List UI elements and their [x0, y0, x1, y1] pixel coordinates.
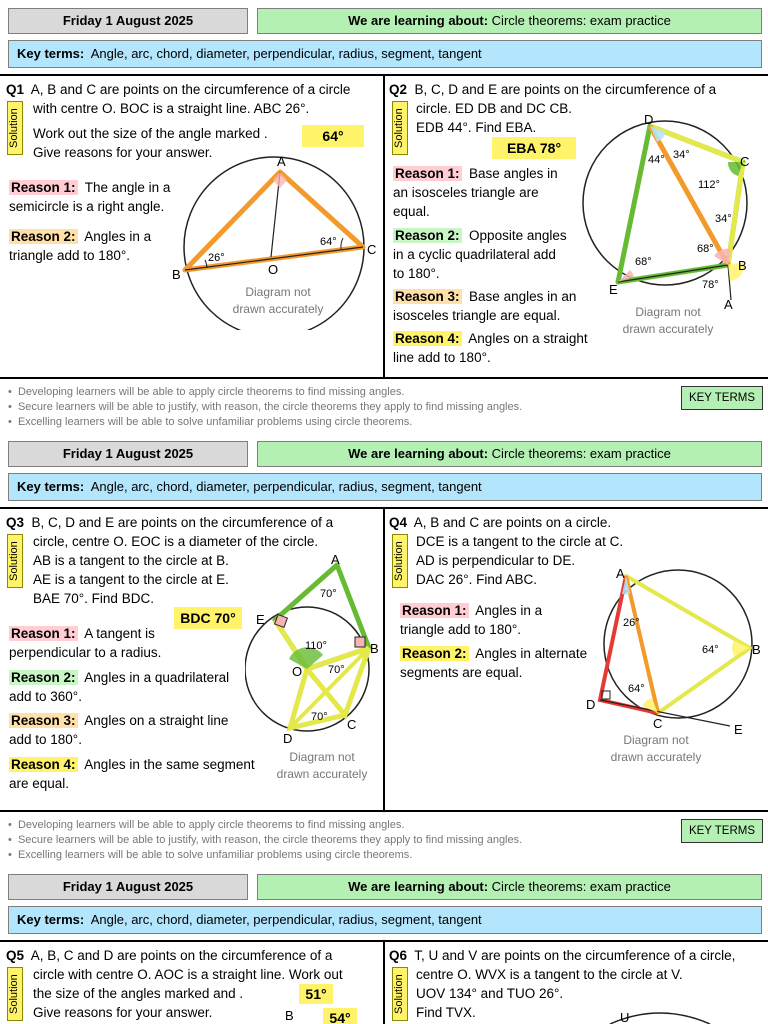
- svg-text:E: E: [256, 612, 265, 627]
- divider: [0, 377, 768, 379]
- svg-text:26°: 26°: [623, 617, 640, 629]
- key-terms-bar: Key terms: Angle, arc, chord, diameter, perpendicular, radius, segment, tangent: [8, 473, 762, 501]
- learning-outcomes: • Developing learners will be able to apply circle theorems to find missing angles. • Secure learners will be able to justify, with reason, the circle theorems they apply to find missing angles. • Excelling learners will be able to solve unfamiliar problems using circle theorems.: [8, 386, 523, 428]
- q2-answer: EBA 78°: [492, 137, 576, 159]
- svg-text:A: A: [331, 552, 340, 567]
- learning-label: We are learning about:: [348, 13, 489, 28]
- q5-diagram-label-b: B: [285, 1008, 294, 1023]
- svg-text:44°: 44°: [648, 154, 665, 166]
- date-label: Friday 1 August 2025: [8, 874, 248, 900]
- svg-text:B: B: [752, 642, 761, 657]
- learning-objective: We are learning about: Circle theorems: exam practice: [257, 441, 762, 467]
- svg-text:34°: 34°: [715, 213, 732, 225]
- q1-number: Q1: [6, 82, 25, 97]
- svg-text:64°: 64°: [702, 644, 719, 656]
- svg-text:68°: 68°: [635, 256, 652, 268]
- svg-text:70°: 70°: [328, 664, 345, 676]
- svg-text:B: B: [738, 258, 747, 273]
- q5-number: Q5: [6, 948, 25, 963]
- q6-text: Q6 T, U and V are points on the circumference of a circle, centre O. WVX is a tangent to the circle at V. UOV 134° and TUO 26°. Find TVX.: [389, 948, 736, 1020]
- learning-outcomes: • Developing learners will be able to apply circle theorems to find missing angles. • Secure learners will be able to justify, with reason, the circle theorems they apply to find missing angles. • Excelling learners will be able to solve unfamiliar problems using circle theorems.: [8, 819, 523, 861]
- q3-reason-3: Reason 3: Angles on a straight line add to 180°.: [9, 713, 229, 747]
- q6-diagram: [600, 1006, 720, 1024]
- svg-text:E: E: [609, 282, 618, 297]
- svg-text:D: D: [283, 731, 293, 745]
- svg-text:D: D: [586, 697, 596, 712]
- q2-reason-2: Reason 2: Opposite angles in a cyclic quadrilateral add to 180°.: [393, 228, 567, 281]
- q4-diagram-note: Diagram not drawn accurately: [610, 733, 702, 764]
- q2-diagram-note: Diagram not drawn accurately: [622, 305, 714, 336]
- q2-reason-1: Reason 1: Base angles in an isosceles triangle are equal.: [393, 166, 558, 219]
- key-terms-label: Key terms:: [17, 46, 85, 61]
- svg-text:64°: 64°: [320, 236, 337, 248]
- q4-reason-1: Reason 1: Angles in a triangle add to 180°.: [400, 603, 543, 637]
- svg-text:70°: 70°: [311, 711, 328, 723]
- q1-diagram-note: Diagram not drawn accurately: [232, 285, 324, 316]
- date-label: Friday 1 August 2025: [8, 8, 248, 34]
- key-terms-list: Angle, arc, chord, diameter, perpendicular, radius, segment, tangent: [90, 46, 482, 61]
- svg-text:70°: 70°: [320, 588, 337, 600]
- q3-answer: BDC 70°: [174, 607, 242, 629]
- q3-diagram: [245, 545, 383, 745]
- q3-text: Q3 B, C, D and E are points on the circumference of a circle, centre O. EOC is a diameter of the circle. AB is a tangent to the circle at B. AE is a tangent to the circle at E. BAE 70°. Find BDC.: [6, 515, 334, 606]
- q4-number: Q4: [389, 515, 408, 530]
- svg-text:A: A: [616, 566, 625, 581]
- learning-objective: [257, 8, 762, 34]
- svg-text:C: C: [653, 716, 663, 731]
- svg-text:D: D: [644, 112, 654, 127]
- learning-topic: Circle theorems: exam practice: [491, 13, 671, 28]
- q1-answer: 64°: [302, 125, 364, 147]
- svg-text:78°: 78°: [702, 279, 719, 291]
- q6-solution-button[interactable]: Solution: [392, 967, 408, 1021]
- svg-text:O: O: [268, 262, 279, 277]
- q4-diagram: [582, 560, 766, 738]
- q1-reason-1: Reason 1: The angle in a semicircle is a right angle.: [9, 180, 171, 214]
- q2-number: Q2: [389, 82, 408, 97]
- q5-text: Q5 A, B, C and D are points on the circumference of a circle with centre O. AOC is a straight line. Work out the size of the angles marked and . Give reasons for your answer.: [6, 948, 343, 1020]
- svg-text:A: A: [724, 297, 733, 312]
- svg-text:B: B: [370, 641, 379, 656]
- q3-reason-4: Reason 4: Angles in the same segment are equal.: [9, 757, 255, 791]
- divider: [383, 76, 385, 378]
- q5-solution-button[interactable]: Solution: [7, 967, 23, 1021]
- svg-text:64°: 64°: [628, 683, 645, 695]
- svg-text:O: O: [292, 664, 303, 679]
- q3-number: Q3: [6, 515, 25, 530]
- key-terms-bar: [8, 40, 762, 68]
- q2-solution-button[interactable]: Solution: [392, 101, 408, 155]
- divider: [0, 810, 768, 812]
- q3-solution-button[interactable]: Solution: [7, 534, 23, 588]
- svg-text:68°: 68°: [697, 243, 714, 255]
- q3-diagram-note: Diagram not drawn accurately: [276, 750, 368, 781]
- q4-solution-button[interactable]: Solution: [392, 534, 408, 588]
- key-terms-button[interactable]: KEY TERMS: [681, 819, 763, 843]
- key-terms-bar: Key terms: Angle, arc, chord, diameter, perpendicular, radius, segment, tangent: [8, 906, 762, 934]
- svg-text:A: A: [277, 154, 286, 169]
- q5-answer-2: 54°: [323, 1008, 357, 1024]
- date-label: Friday 1 August 2025: [8, 441, 248, 467]
- q2-text: Q2 B, C, D and E are points on the circumference of a circle. ED DB and DC CB. EDB 44°. Find EBA.: [389, 82, 717, 135]
- learning-objective: We are learning about: Circle theorems: exam practice: [257, 874, 762, 900]
- svg-text:110°: 110°: [305, 640, 327, 652]
- svg-text:C: C: [740, 154, 750, 169]
- svg-text:U: U: [620, 1010, 630, 1024]
- divider: [383, 942, 385, 1024]
- svg-text:26°: 26°: [208, 252, 225, 264]
- q1-reason-2: Reason 2: Angles in a triangle add to 180°.: [9, 229, 152, 263]
- svg-text:C: C: [367, 242, 377, 257]
- q3-reason-1: Reason 1: A tangent is perpendicular to a radius.: [9, 626, 162, 660]
- svg-text:112°: 112°: [698, 179, 720, 191]
- q1-solution-button[interactable]: Solution: [7, 101, 23, 155]
- svg-text:C: C: [347, 717, 357, 732]
- q2-diagram: [578, 110, 766, 315]
- svg-text:B: B: [172, 267, 181, 282]
- key-terms-button[interactable]: KEY TERMS: [681, 386, 763, 410]
- q4-reason-2: Reason 2: Angles in alternate segments are equal.: [400, 646, 588, 680]
- q6-number: Q6: [389, 948, 408, 963]
- q5-answer-1: 51°: [299, 984, 333, 1004]
- q4-text: Q4 A, B and C are points on a circle. DCE is a tangent to the circle at C. AD is perpendicular to DE. DAC 26°. Find ABC.: [389, 515, 624, 587]
- q2-reason-4: Reason 4: Angles on a straight line add to 180°.: [393, 331, 588, 365]
- q1-text: Q1 A, B and C are points on the circumference of a circle with centre O. BOC is a straight line. ABC 26°. Work out the size of the angle marked . Give reasons for your answer.: [6, 82, 351, 160]
- q2-reason-3: Reason 3: Base angles in an isosceles triangle are equal.: [393, 289, 577, 323]
- svg-text:E: E: [734, 722, 743, 737]
- svg-text:34°: 34°: [673, 149, 690, 161]
- q3-reason-2: Reason 2: Angles in a quadrilateral add to 360°.: [9, 670, 230, 704]
